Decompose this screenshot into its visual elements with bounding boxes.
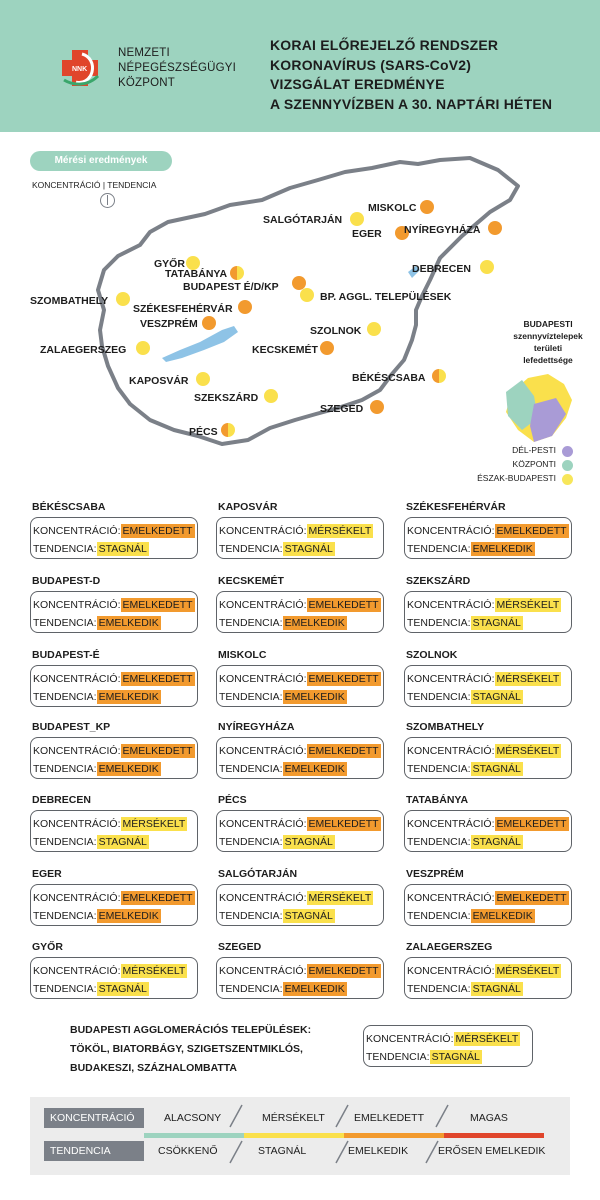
city-marker-icon: [420, 200, 434, 214]
trend-value: EMELKEDIK: [284, 763, 345, 775]
concentration-half: [488, 221, 495, 235]
concentration-line: [33, 962, 197, 980]
title-line: A SZENNYVÍZBEN A 30. NAPTÁRI HÉTEN: [270, 95, 553, 112]
key-trend-label: TENDENCIA: [107, 180, 157, 190]
concentration-value: EMELKEDETT: [122, 599, 193, 611]
city-marker-icon: [300, 288, 314, 302]
city-label: TATABÁNYA: [165, 268, 228, 280]
concentration-label: KONCENTRÁCIÓ:: [33, 673, 121, 685]
concentration-half: [116, 292, 123, 306]
city-marker-icon: [488, 221, 502, 235]
concentration-line: [219, 670, 383, 688]
result-box: [404, 665, 572, 707]
trend-label: TENDENCIA:: [407, 983, 471, 995]
trend-line: [219, 688, 383, 706]
trend-value: EMELKEDIK: [472, 910, 533, 922]
trend-value: EMELKEDIK: [98, 691, 159, 703]
result-box: [216, 591, 384, 633]
concentration-value: MÉRSÉKELT: [496, 599, 560, 611]
city-marker-icon: [116, 292, 130, 306]
trend-value: STAGNÁL: [284, 543, 333, 555]
trend-value: EMELKEDIK: [98, 617, 159, 629]
trend-label: TENDENCIA:: [219, 617, 283, 629]
legend-trend-level: EMELKEDIK: [348, 1145, 409, 1157]
title-line: VIZSGÁLAT EREDMÉNYE: [270, 76, 445, 92]
agglomeration-line: BUDAPESTI AGGLOMERÁCIÓS TELEPÜLÉSEK:: [70, 1024, 312, 1036]
budapest-legend-dot-icon: [562, 446, 573, 457]
concentration-line: [33, 815, 197, 833]
city-result-card: [216, 500, 384, 559]
concentration-line: [219, 596, 383, 614]
trend-value: EMELKEDIK: [284, 617, 345, 629]
logo-badge: NNK: [72, 66, 88, 73]
legend-conc-level: EMELKEDETT: [354, 1112, 425, 1124]
concentration-line: [407, 596, 571, 614]
concentration-half: [221, 423, 228, 437]
trend-line: [33, 540, 197, 558]
city-label: GYŐR: [154, 258, 185, 270]
concentration-label: KONCENTRÁCIÓ:: [407, 818, 495, 830]
concentration-value: EMELKEDETT: [122, 673, 193, 685]
legend-trend-header: TENDENCIA: [44, 1141, 144, 1161]
trend-line: [219, 760, 383, 778]
trend-value: STAGNÁL: [472, 836, 521, 848]
city-label: BUDAPEST É/D/KP: [183, 281, 279, 293]
city-name: PÉCS: [218, 794, 247, 806]
trend-line: [219, 540, 383, 558]
city-name: BUDAPEST-D: [32, 575, 101, 587]
agglomeration-line: BUDAKESZI, SZÁZHALOMBATTA: [70, 1062, 238, 1074]
legend-conc-level: MÉRSÉKELT: [262, 1112, 325, 1124]
concentration-value: MÉRSÉKELT: [122, 818, 186, 830]
concentration-half: [395, 226, 402, 240]
budapest-legend-label: ÉSZAK-BUDAPESTI: [477, 473, 556, 483]
concentration-half: [202, 316, 209, 330]
trend-line: [33, 760, 197, 778]
city-result-card: [404, 720, 572, 779]
city-label: EGER: [352, 228, 382, 240]
concentration-value: EMELKEDETT: [308, 673, 379, 685]
concentration-half: [292, 276, 299, 290]
result-box: [216, 737, 384, 779]
city-name: KAPOSVÁR: [218, 501, 278, 513]
concentration-line: [33, 596, 197, 614]
logo-line: KÖZPONT: [118, 77, 175, 89]
concentration-half: [350, 212, 357, 226]
concentration-value: EMELKEDETT: [496, 818, 567, 830]
concentration-label: KONCENTRÁCIÓ:: [407, 965, 495, 977]
trend-line: [219, 907, 383, 925]
concentration-line: [219, 962, 383, 980]
concentration-half: [300, 288, 307, 302]
agglomeration-card: [363, 1022, 533, 1067]
legend-trend-level: STAGNÁL: [258, 1145, 307, 1157]
concentration-label: KONCENTRÁCIÓ:: [407, 599, 495, 611]
concentration-line: [407, 889, 571, 907]
legend-concentration-header: KONCENTRÁCIÓ: [44, 1108, 144, 1128]
trend-label: TENDENCIA:: [33, 617, 97, 629]
city-label: SZÉKESFEHÉRVÁR: [133, 303, 233, 315]
key-separator: |: [102, 180, 106, 190]
concentration-line: [33, 522, 197, 540]
trend-line: [219, 833, 383, 851]
concentration-label: KONCENTRÁCIÓ:: [407, 673, 495, 685]
result-box: [404, 884, 572, 926]
concentration-half: [320, 341, 327, 355]
trend-value: EMELKEDIK: [472, 543, 533, 555]
city-name: BÉKÉSCSABA: [32, 501, 106, 513]
concentration-label: KONCENTRÁCIÓ:: [219, 965, 307, 977]
trend-value: STAGNÁL: [284, 910, 333, 922]
agglomeration-line: TÖKÖL, BIATORBÁGY, SZIGETSZENTMIKLÓS,: [70, 1043, 303, 1055]
trend-label: TENDENCIA:: [407, 836, 471, 848]
concentration-value: MÉRSÉKELT: [308, 525, 372, 537]
trend-value: STAGNÁL: [431, 1051, 480, 1063]
concentration-value: MÉRSÉKELT: [308, 892, 372, 904]
city-label: BÉKÉSCSABA: [352, 372, 426, 384]
concentration-label: KONCENTRÁCIÓ:: [33, 818, 121, 830]
trend-label: TENDENCIA:: [219, 763, 283, 775]
city-label: MISKOLC: [368, 202, 417, 214]
city-name: SALGÓTARJÁN: [218, 868, 298, 880]
city-name: GYŐR: [32, 941, 63, 953]
concentration-line: [407, 815, 571, 833]
result-box: [30, 737, 198, 779]
concentration-line: [33, 670, 197, 688]
city-result-card: [30, 940, 198, 999]
trend-line: [407, 688, 571, 706]
city-name: VESZPRÉM: [406, 868, 464, 880]
title-line: KORONAVÍRUS (SARS-CoV2): [270, 56, 472, 73]
concentration-label: KONCENTRÁCIÓ:: [219, 599, 307, 611]
trend-label: TENDENCIA:: [219, 983, 283, 995]
city-marker-icon: [320, 341, 334, 355]
city-label: BP. AGGL. TELEPÜLÉSEK: [320, 291, 452, 303]
legend-trend-level: CSÖKKENŐ: [158, 1145, 218, 1157]
trend-line: [366, 1048, 532, 1066]
city-marker-icon: [196, 372, 210, 386]
trend-line: [407, 833, 571, 851]
concentration-half: [480, 260, 487, 274]
city-marker-icon: [230, 266, 244, 280]
concentration-label: KONCENTRÁCIÓ:: [33, 892, 121, 904]
concentration-label: KONCENTRÁCIÓ:: [407, 892, 495, 904]
city-result-card: [30, 793, 198, 852]
trend-label: TENDENCIA:: [407, 543, 471, 555]
trend-label: TENDENCIA:: [366, 1051, 430, 1063]
concentration-line: [33, 742, 197, 760]
concentration-label: KONCENTRÁCIÓ:: [219, 745, 307, 757]
city-name: SZEGED: [218, 941, 262, 953]
result-box: [216, 665, 384, 707]
city-marker-icon: [221, 423, 235, 437]
trend-value: EMELKEDIK: [284, 691, 345, 703]
result-box: [30, 884, 198, 926]
result-box: [216, 810, 384, 852]
city-marker-icon: [367, 322, 381, 336]
title-line: KORAI ELŐREJELZŐ RENDSZER: [270, 37, 499, 53]
concentration-label: KONCENTRÁCIÓ:: [219, 892, 307, 904]
concentration-half: [370, 400, 377, 414]
concentration-half: [264, 389, 271, 403]
concentration-label: KONCENTRÁCIÓ:: [33, 745, 121, 757]
budapest-legend-label: KÖZPONTI: [512, 459, 556, 469]
city-label: SZOMBATHELY: [30, 295, 109, 307]
city-name: SZOLNOK: [406, 649, 458, 661]
trend-value: EMELKEDIK: [98, 910, 159, 922]
city-name: DEBRECEN: [32, 794, 91, 806]
city-result-card: [30, 648, 198, 707]
city-name: TATABÁNYA: [406, 794, 469, 806]
city-name: SZÉKESFEHÉRVÁR: [406, 501, 506, 513]
city-result-card: [404, 793, 572, 852]
legend: [30, 1097, 570, 1175]
legend-trend-level: ERŐSEN EMELKEDIK: [438, 1145, 546, 1157]
concentration-value: EMELKEDETT: [308, 599, 379, 611]
result-box: [404, 517, 572, 559]
budapest-info: [498, 318, 598, 366]
trend-label: TENDENCIA:: [407, 763, 471, 775]
trend-value: EMELKEDIK: [98, 763, 159, 775]
trend-value: STAGNÁL: [98, 836, 147, 848]
trend-line: [33, 980, 197, 998]
concentration-label: KONCENTRÁCIÓ:: [33, 525, 121, 537]
concentration-label: KONCENTRÁCIÓ:: [407, 525, 495, 537]
key-concentration-label: KONCENTRÁCIÓ: [32, 180, 101, 190]
city-marker-icon: [480, 260, 494, 274]
trend-label: TENDENCIA:: [407, 691, 471, 703]
concentration-half: [230, 266, 237, 280]
trend-label: TENDENCIA:: [219, 910, 283, 922]
header-banner: [0, 0, 600, 132]
trend-line: [33, 907, 197, 925]
city-result-card: [216, 793, 384, 852]
result-box: [30, 591, 198, 633]
concentration-half: [420, 200, 427, 214]
trend-line: [407, 540, 571, 558]
concentration-half: [136, 341, 143, 355]
trend-label: TENDENCIA:: [33, 763, 97, 775]
city-result-card: [216, 574, 384, 633]
city-result-card: [30, 720, 198, 779]
concentration-line: [407, 742, 571, 760]
concentration-label: KONCENTRÁCIÓ:: [219, 525, 307, 537]
concentration-value: EMELKEDETT: [308, 818, 379, 830]
result-box: [30, 957, 198, 999]
trend-value: STAGNÁL: [98, 543, 147, 555]
trend-value: STAGNÁL: [472, 763, 521, 775]
city-result-card: [216, 940, 384, 999]
concentration-value: EMELKEDETT: [122, 745, 193, 757]
trend-label: TENDENCIA:: [407, 910, 471, 922]
city-result-card: [404, 574, 572, 633]
city-result-card: [216, 648, 384, 707]
trend-line: [407, 907, 571, 925]
trend-line: [33, 688, 197, 706]
budapest-legend-label: DÉL-PESTI: [512, 445, 556, 455]
trend-value: STAGNÁL: [98, 983, 147, 995]
concentration-label: KONCENTRÁCIÓ:: [219, 673, 307, 685]
city-name: SZEKSZÁRD: [406, 575, 471, 587]
logo-text: [118, 46, 236, 91]
results-tag: Mérési eredmények: [30, 151, 172, 171]
concentration-value: MÉRSÉKELT: [455, 1033, 519, 1045]
trend-line: [407, 760, 571, 778]
result-box: [30, 665, 198, 707]
city-marker-icon: [238, 300, 252, 314]
trend-label: TENDENCIA:: [219, 691, 283, 703]
concentration-line: [366, 1030, 532, 1048]
city-result-card: [404, 500, 572, 559]
city-name: SZOMBATHELY: [406, 721, 485, 733]
city-result-card: [30, 500, 198, 559]
concentration-value: EMELKEDETT: [496, 892, 567, 904]
concentration-label: KONCENTRÁCIÓ:: [33, 965, 121, 977]
concentration-value: MÉRSÉKELT: [496, 965, 560, 977]
concentration-half: [238, 300, 245, 314]
concentration-line: [219, 889, 383, 907]
concentration-value: EMELKEDETT: [496, 525, 567, 537]
trend-label: TENDENCIA:: [407, 617, 471, 629]
legend-conc-level: MAGAS: [470, 1112, 508, 1124]
city-marker-icon: [136, 341, 150, 355]
concentration-label: KONCENTRÁCIÓ:: [33, 599, 121, 611]
logo-line: NEMZETI: [118, 47, 170, 59]
result-box: [216, 517, 384, 559]
trend-label: TENDENCIA:: [33, 691, 97, 703]
budapest-info-line: szennyvíztelepek: [513, 331, 583, 341]
concentration-half: [196, 372, 203, 386]
trend-label: TENDENCIA:: [33, 910, 97, 922]
legend-conc-level: ALACSONY: [164, 1112, 222, 1124]
trend-label: TENDENCIA:: [33, 983, 97, 995]
trend-label: TENDENCIA:: [33, 836, 97, 848]
budapest-coverage-map: [506, 374, 572, 442]
city-result-card: [30, 574, 198, 633]
concentration-line: [407, 522, 571, 540]
city-name: MISKOLC: [218, 649, 267, 661]
concentration-label: KONCENTRÁCIÓ:: [219, 818, 307, 830]
city-label: VESZPRÉM: [140, 318, 198, 330]
city-name: ZALAEGERSZEG: [406, 941, 493, 953]
result-box: [216, 884, 384, 926]
concentration-line: [407, 962, 571, 980]
city-marker-icon: [350, 212, 364, 226]
trend-line: [219, 614, 383, 632]
concentration-line: [219, 815, 383, 833]
concentration-line: [219, 522, 383, 540]
concentration-value: MÉRSÉKELT: [122, 965, 186, 977]
city-marker-icon: [370, 400, 384, 414]
result-box: [404, 810, 572, 852]
budapest-info-line: lefedettsége: [523, 355, 573, 365]
trend-value: STAGNÁL: [472, 617, 521, 629]
city-result-card: [404, 648, 572, 707]
city-marker-icon: [432, 369, 446, 383]
concentration-value: MÉRSÉKELT: [496, 673, 560, 685]
concentration-value: MÉRSÉKELT: [496, 745, 560, 757]
trend-line: [33, 833, 197, 851]
city-name: NYÍREGYHÁZA: [218, 721, 295, 733]
agglomeration-text: [70, 1021, 360, 1078]
result-box: [30, 517, 198, 559]
city-name: BUDAPEST-É: [32, 649, 100, 661]
concentration-label: KONCENTRÁCIÓ:: [366, 1033, 454, 1045]
city-result-card: [404, 940, 572, 999]
city-marker-icon: [202, 316, 216, 330]
city-label: KECSKEMÉT: [252, 344, 318, 356]
concentration-value: EMELKEDETT: [122, 892, 193, 904]
trend-line: [33, 614, 197, 632]
city-marker-icon: [264, 389, 278, 403]
result-box: [216, 957, 384, 999]
city-label: SZEGED: [320, 403, 364, 415]
city-label: SZEKSZÁRD: [194, 392, 259, 404]
trend-value: STAGNÁL: [472, 691, 521, 703]
concentration-value: EMELKEDETT: [308, 745, 379, 757]
city-result-card: [404, 867, 572, 926]
concentration-line: [407, 670, 571, 688]
city-label: PÉCS: [189, 426, 218, 438]
budapest-legend-dot-icon: [562, 474, 573, 485]
city-label: NYÍREGYHÁZA: [404, 224, 481, 236]
trend-label: TENDENCIA:: [33, 543, 97, 555]
result-box: [363, 1025, 533, 1067]
city-result-card: [216, 867, 384, 926]
budapest-info-line: területi: [533, 343, 563, 353]
result-box: [30, 810, 198, 852]
concentration-half: [432, 369, 439, 383]
nnk-logo-icon: [58, 46, 102, 90]
budapest-legend-dot-icon: [562, 460, 573, 471]
concentration-value: EMELKEDETT: [122, 525, 193, 537]
concentration-label: KONCENTRÁCIÓ:: [407, 745, 495, 757]
budapest-info-line: BUDAPESTI: [523, 319, 573, 329]
city-name: EGER: [32, 868, 62, 880]
result-box: [404, 591, 572, 633]
city-name: BUDAPEST_KP: [32, 721, 111, 733]
city-result-card: [30, 867, 198, 926]
trend-label: TENDENCIA:: [219, 543, 283, 555]
trend-line: [407, 614, 571, 632]
result-box: [404, 957, 572, 999]
concentration-line: [33, 889, 197, 907]
concentration-line: [219, 742, 383, 760]
trend-value: STAGNÁL: [472, 983, 521, 995]
legend-dividers: [30, 1097, 570, 1175]
trend-line: [219, 980, 383, 998]
city-label: SZOLNOK: [310, 325, 362, 337]
trend-label: TENDENCIA:: [219, 836, 283, 848]
city-name: KECSKEMÉT: [218, 575, 284, 587]
concentration-half: [367, 322, 374, 336]
city-label: ZALAEGERSZEG: [40, 344, 127, 356]
city-label: SALGÓTARJÁN: [263, 214, 343, 226]
page-title: [270, 36, 590, 114]
city-label: KAPOSVÁR: [129, 375, 189, 387]
city-result-card: [216, 720, 384, 779]
logo-line: NÉPEGÉSZSÉGÜGYI: [118, 62, 237, 74]
trend-value: STAGNÁL: [284, 836, 333, 848]
trend-value: EMELKEDIK: [284, 983, 345, 995]
concentration-value: EMELKEDETT: [308, 965, 379, 977]
trend-line: [407, 980, 571, 998]
city-label: DEBRECEN: [412, 263, 471, 275]
result-box: [404, 737, 572, 779]
